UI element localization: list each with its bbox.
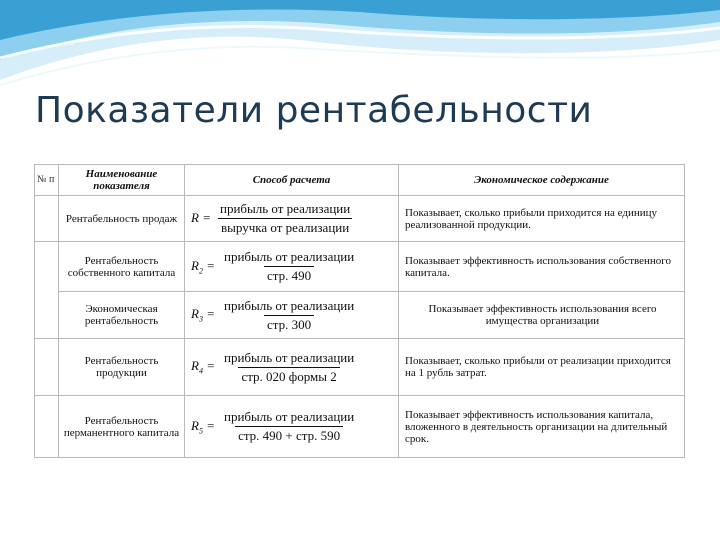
slide-title: Показатели рентабельности <box>35 90 593 131</box>
indicator-name: Рентабельность перманентного капитала <box>59 396 185 458</box>
indicator-name: Рентабельность собственного капитала <box>59 242 185 292</box>
row-num-cell <box>35 196 59 242</box>
formula-cell <box>185 396 399 458</box>
table-header-row <box>35 165 685 196</box>
formula-lhs: $R_3$ = <box>191 306 215 324</box>
economic-content: Показывает эффективность использования капитала, вложенного в деятельность организации на длительный срок. <box>399 396 685 458</box>
formula-numerator: прибыль от реализации <box>219 201 351 216</box>
economic-content: Показывает, сколько прибыли приходится на единицу реализованной продукции. <box>399 196 685 242</box>
formula-numerator: прибыль от реализации <box>223 249 355 264</box>
formula-lhs: $R_2$ = <box>191 257 215 276</box>
row-num-cell <box>35 339 59 396</box>
profitability-table-wrapper <box>34 164 686 462</box>
economic-content: Показывает эффективность использования всего имущества организации <box>399 292 685 339</box>
formula-numerator: прибыль от реализации <box>223 297 355 313</box>
table-row <box>35 242 685 292</box>
header-method: Способ расчета <box>185 165 399 196</box>
formula-lhs: R = <box>191 209 211 225</box>
table-row <box>35 339 685 396</box>
economic-content: Показывает эффективность использования собственного капитала. <box>399 242 685 292</box>
formula-numerator: прибыль от реализации <box>223 409 355 424</box>
header-name: Наименование показателя <box>59 165 185 196</box>
formula-denominator: стр. 020 формы 2 <box>238 367 339 385</box>
formula-numerator: прибыль от реализации <box>223 349 355 365</box>
table-row <box>35 292 685 339</box>
header-content: Экономическое содержание <box>399 165 685 196</box>
header-num: № п <box>35 165 59 196</box>
formula-denominator: стр. 490 <box>264 266 314 284</box>
table-row <box>35 396 685 458</box>
table-row <box>35 196 685 242</box>
formula-denominator: выручка от реализации <box>218 218 352 236</box>
formula-cell <box>185 196 399 242</box>
formula-cell <box>185 242 399 292</box>
formula-cell <box>185 339 399 396</box>
formula-denominator: стр. 490 + стр. 590 <box>235 426 343 444</box>
formula-lhs: $R_5$ = <box>191 417 215 436</box>
profitability-table <box>34 164 685 458</box>
indicator-name: Рентабельность продаж <box>59 196 185 242</box>
row-num-cell <box>35 242 59 339</box>
indicator-name: Экономическая рентабельность <box>59 292 185 339</box>
formula-lhs: $R_4$ = <box>191 358 215 376</box>
formula-denominator: стр. 300 <box>264 315 314 333</box>
row-num-cell <box>35 396 59 458</box>
formula-cell <box>185 292 399 339</box>
indicator-name: Рентабельность продукции <box>59 339 185 396</box>
economic-content: Показывает, сколько прибыли от реализации приходится на 1 рубль затрат. <box>399 339 685 396</box>
